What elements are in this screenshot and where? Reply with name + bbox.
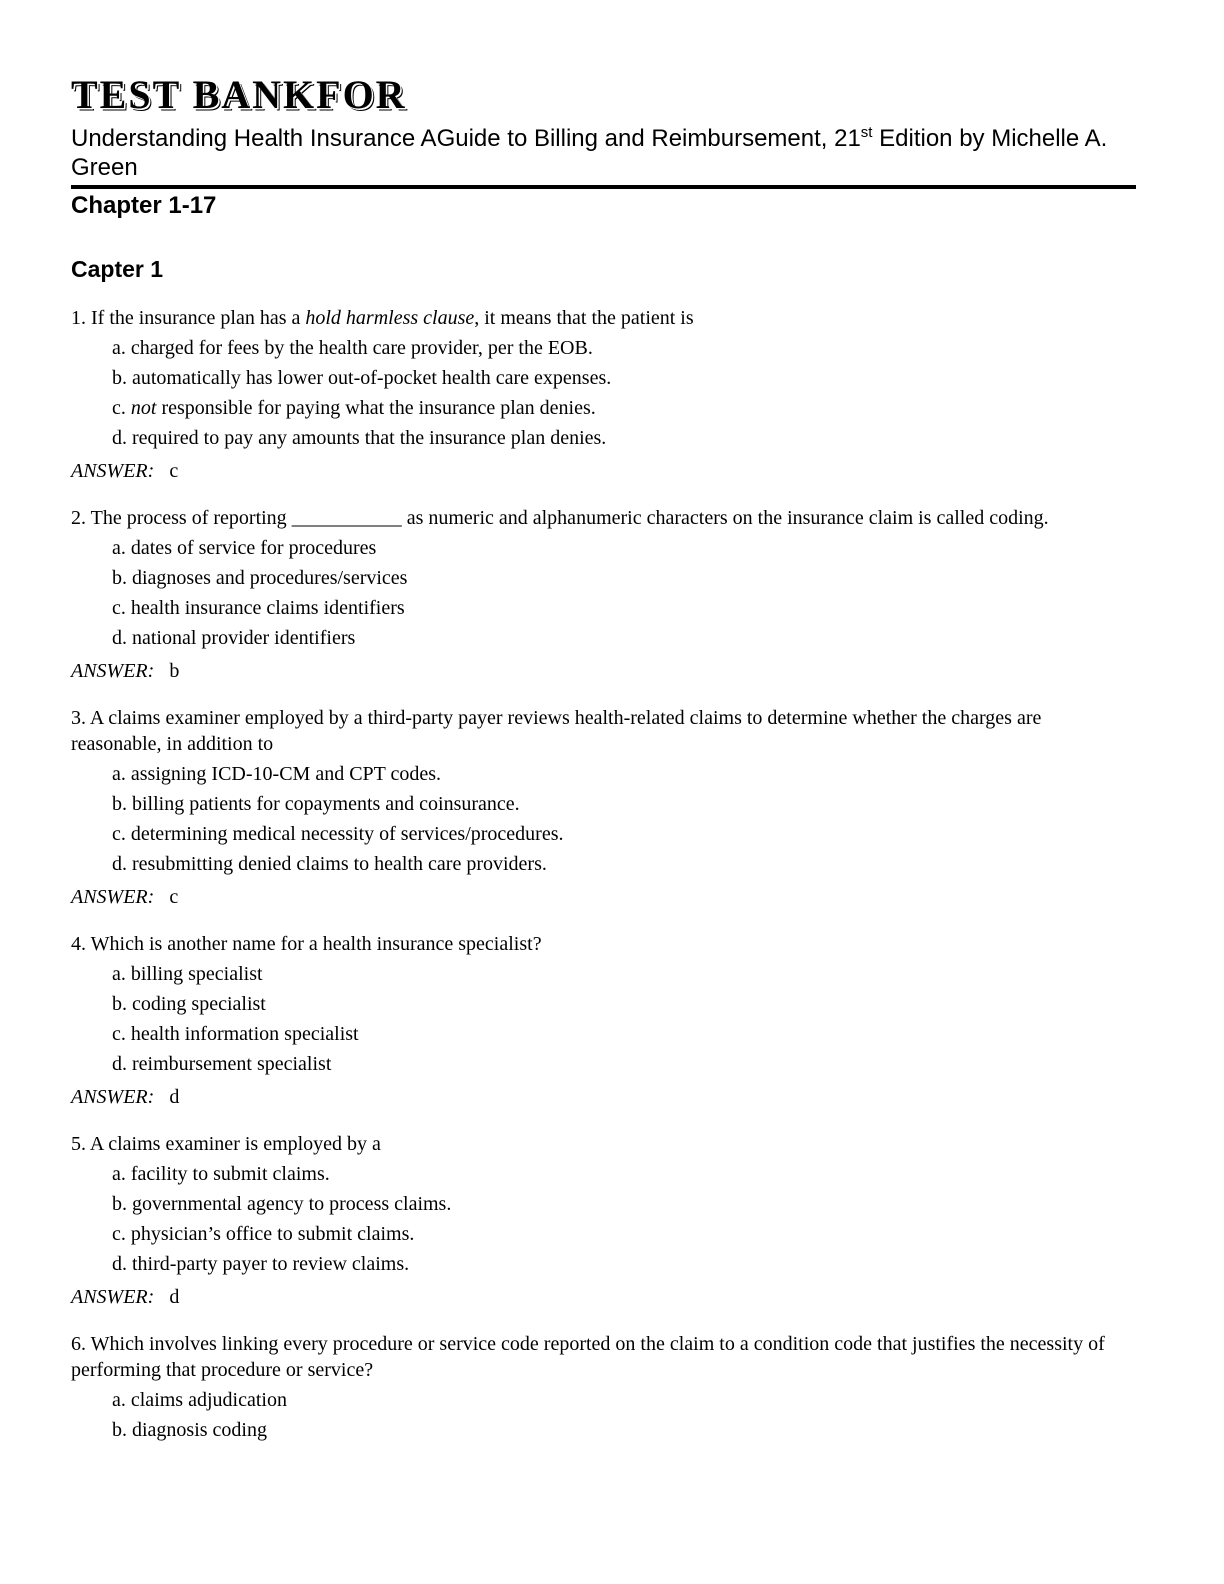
options-list [71, 335, 1136, 451]
answer-option: c. physician’s office to submit claims. [112, 1223, 415, 1245]
answer-option: a. charged for fees by the health care provider, per the EOB. [112, 337, 593, 359]
question-text: 4. Which is another name for a health insurance specialist? [71, 933, 542, 955]
answer-letter: c [169, 460, 179, 482]
answer-letter: b [169, 660, 180, 682]
answer-row [71, 458, 1136, 484]
fill-in-blank: ___________ [291, 507, 402, 529]
options-list [71, 1161, 1136, 1277]
question-block [71, 1331, 1136, 1443]
document-header [71, 72, 1136, 220]
answer-option: b. coding specialist [112, 993, 266, 1015]
answer-option: b. diagnoses and procedures/services [112, 567, 408, 589]
answer-label: ANSWER: [71, 886, 155, 908]
question-text: 2. The process of reporting ___________ as numeric and alphanumeric characters on the insurance claim is called coding. [71, 507, 1049, 529]
answer-option: d. national provider identifiers [112, 627, 356, 649]
answer-row [71, 1284, 1136, 1310]
answer-row [71, 1084, 1136, 1110]
answer-label: ANSWER: [71, 1086, 155, 1108]
answer-option: d. third-party payer to review claims. [112, 1253, 410, 1275]
question-block [71, 505, 1136, 684]
answer-option: d. reimbursement specialist [112, 1053, 332, 1075]
answer-label: ANSWER: [71, 1286, 155, 1308]
answer-option: c. determining medical necessity of services/procedures. [112, 823, 564, 845]
answer-option: b. billing patients for copayments and coinsurance. [112, 793, 520, 815]
answer-letter: d [169, 1286, 180, 1308]
answer-option: b. automatically has lower out-of-pocket health care expenses. [112, 367, 612, 389]
answer-row [71, 884, 1136, 910]
question-text: 5. A claims examiner is employed by a [71, 1133, 381, 1155]
divider-rule [71, 185, 1136, 189]
answer-option: a. billing specialist [112, 963, 263, 985]
answer-option: d. required to pay any amounts that the insurance plan denies. [112, 427, 607, 449]
answer-letter: d [169, 1086, 180, 1108]
question-block [71, 305, 1136, 484]
options-list [71, 1387, 1136, 1443]
options-list [71, 761, 1136, 877]
answer-letter: c [169, 886, 179, 908]
question-text: 6. Which involves linking every procedure or service code reported on the claim to a condition code that justifies the necessity of performing that procedure or service? [71, 1333, 1105, 1381]
question-block [71, 931, 1136, 1110]
ordinal-superscript: st [860, 124, 873, 141]
questions-list [71, 305, 1136, 1443]
answer-option: a. dates of service for procedures [112, 537, 377, 559]
answer-option: b. diagnosis coding [112, 1419, 267, 1441]
answer-option: c. not responsible for paying what the insurance plan denies. [112, 397, 596, 419]
options-list [71, 961, 1136, 1077]
answer-option: c. health information specialist [112, 1023, 359, 1045]
page-title: TEST BANKFOR [71, 72, 407, 117]
answer-option: a. facility to submit claims. [112, 1163, 330, 1185]
subtitle-text: Understanding Health Insurance AGuide to Billing and Reimbursement, 21 [71, 125, 861, 152]
answer-option: a. assigning ICD-10-CM and CPT codes. [112, 763, 442, 785]
chapter-range: Chapter 1-17 [71, 192, 217, 219]
question-text: 1. If the insurance plan has a hold harmless clause, it means that the patient is [71, 307, 694, 329]
answer-label: ANSWER: [71, 460, 155, 482]
answer-row [71, 658, 1136, 684]
section-title: Capter 1 [71, 256, 164, 282]
answer-option: c. health insurance claims identifiers [112, 597, 405, 619]
subtitle-text-end: Edition by Michelle A. Green [71, 125, 1108, 181]
question-block [71, 705, 1136, 910]
answer-option: a. claims adjudication [112, 1389, 287, 1411]
question-block [71, 1131, 1136, 1310]
book-subtitle [71, 124, 1136, 182]
question-text: 3. A claims examiner employed by a third-party payer reviews health-related claims to determine whether the charges are reasonable, in addition to [71, 707, 1042, 755]
answer-option: b. governmental agency to process claims. [112, 1193, 452, 1215]
answer-label: ANSWER: [71, 660, 155, 682]
options-list [71, 535, 1136, 651]
answer-option: d. resubmitting denied claims to health care providers. [112, 853, 547, 875]
